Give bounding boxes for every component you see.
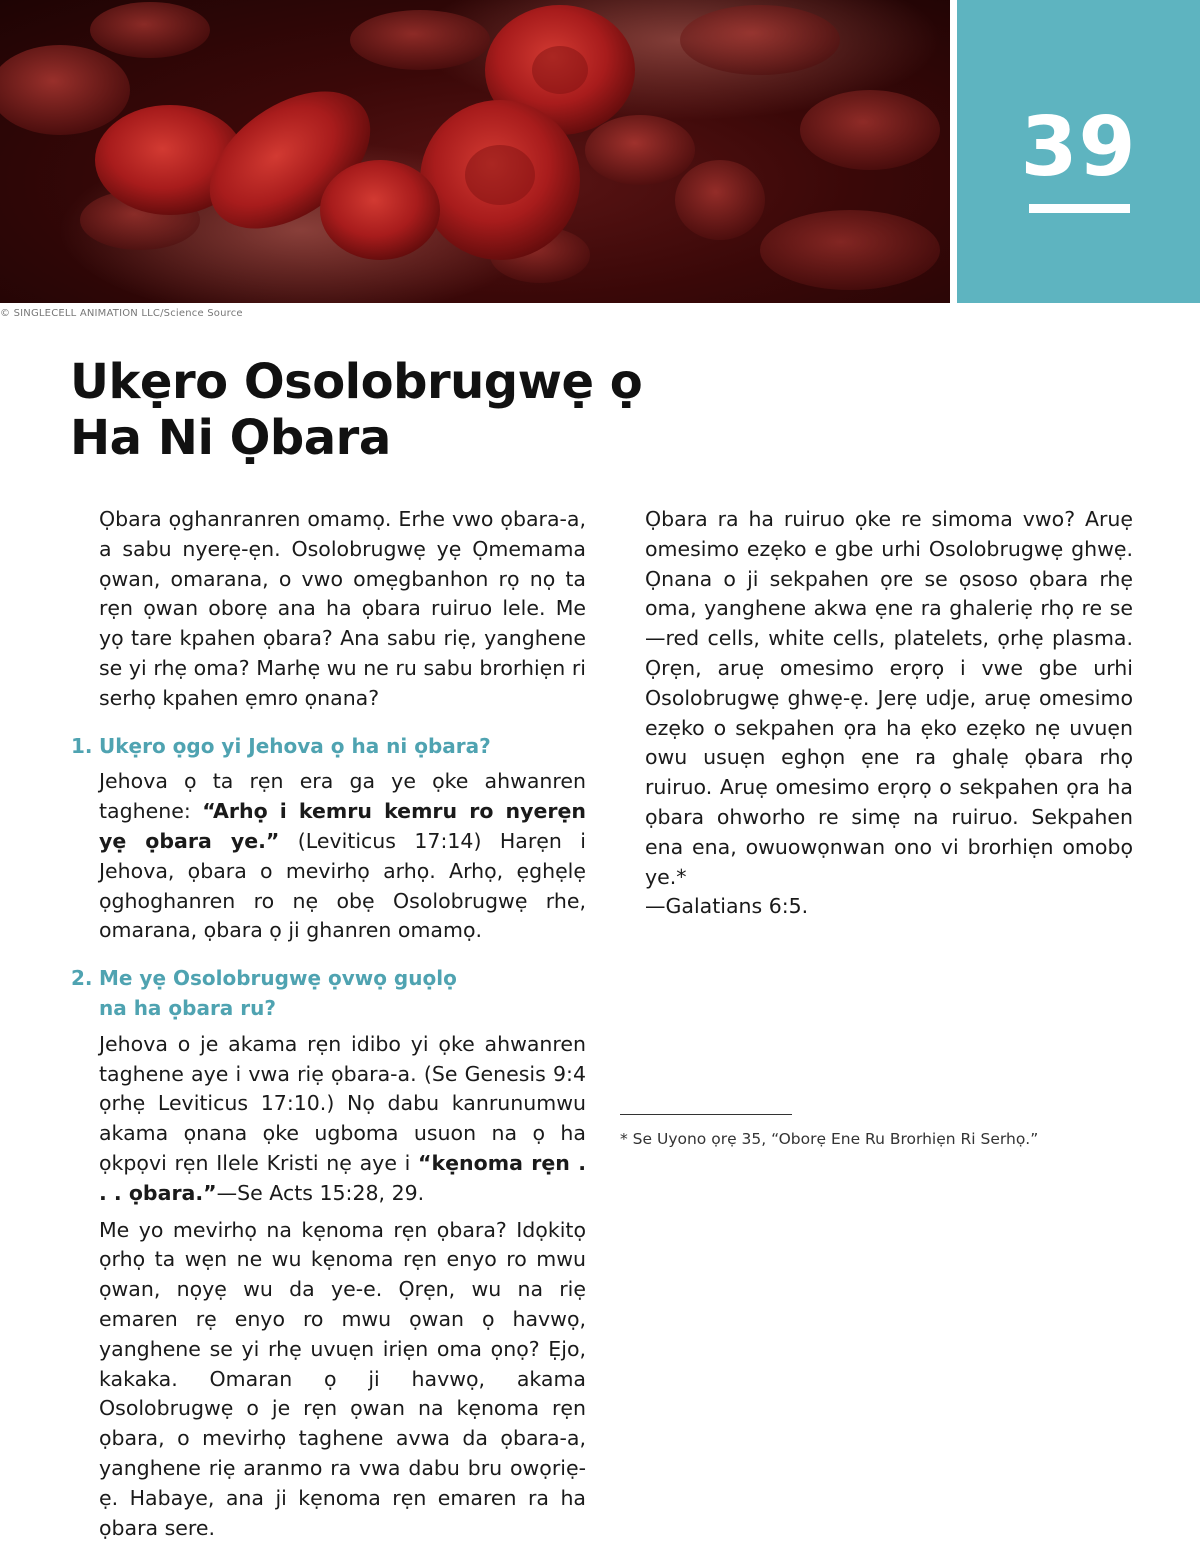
footnote-divider	[620, 1114, 792, 1115]
question-1-paragraph	[99, 767, 586, 946]
question-2-heading	[71, 964, 586, 1024]
question-2-paragraph-1	[99, 1030, 586, 1209]
text-run: Ọbara ra ha ruiruo ọke re simoma vwo? Aruẹ omesimo ezẹko e gbe urhi Osolobrugwẹ ghwẹ. Ọnana o ji sekpahen ọre se ọsoso ọbara rhẹ oma, yanghene akwa ẹne ra ghaleriẹ rhọ re se—red cells, white cells, platelets, ọrhẹ plasma. Ọrẹn, aruẹ omesimo erọrọ i vwe gbe urhi Osolobrugwẹ ghwẹ-ẹ. Jerẹ udje, aruẹ omesimo ezẹko o sekpahen ọra ha ẹko ezẹko nẹ uvuẹn owu usuẹn eghọn ẹne ra ghalẹ ọbara rhọ ruiruo. Aruẹ omesimo erọrọ o sekpahen ọra ha ọbara ohworho re simẹ na ruiruo. Sekpahen ena ena, owuowọnwan ono vi brorhiẹn omobọ ye.*	[645, 507, 1133, 889]
title-line-1: Ukẹro Osolobrugwẹ ọ	[70, 354, 643, 410]
question-2-paragraph-3	[645, 505, 1133, 922]
lesson-number-box	[957, 0, 1200, 303]
left-column	[71, 505, 586, 1550]
page-title	[70, 354, 642, 466]
scripture-reference: —Galatians 6:5.	[645, 894, 809, 919]
hero-image	[0, 0, 950, 303]
question-1-heading	[71, 732, 586, 762]
intro-paragraph: Ọbara ọghanranren omamọ. Erhe vwo ọbara-a, a sabu nyerẹ-ẹn. Osolobrugwẹ yẹ Ọmemama ọwan, omarana, o vwo omẹgbanhon rọ nọ ta rẹn ọwan oborẹ ana ha ọbara ruiruo lele. Me yọ tare kpahen ọbara? Ana sabu riẹ, yanghene se yi rhẹ oma? Marhẹ wu ne ru sabu brorhiẹn ri serhọ kpahen ẹmro ọnana?	[99, 507, 586, 710]
scripture-quote: “kẹnoma rẹn . . . ọbara.”	[99, 1150, 586, 1205]
text-run: Jehova o je akama rẹn idibo yi ọke ahwanren taghene aye i vwa riẹ ọbara-a. (Se Genesis 9:4 ọrhẹ Leviticus 17:10.) Nọ dabu kanrunumwu akama ọnana ọke ugboma usuon na ọ ha ọkpọvi rẹn Ilele Kristi nẹ aye i	[99, 1031, 586, 1175]
text-run: Jehova ọ ta rẹn era ga ye ọke ahwanren taghene:	[99, 769, 586, 824]
question-2-text-line2: na ha ọbara ru?	[99, 995, 276, 1020]
text-run: —Se Acts 15:28, 29.	[216, 1180, 425, 1205]
right-column	[645, 505, 1133, 929]
blood-cells-image	[0, 0, 950, 303]
question-2-number: 2.	[71, 966, 93, 991]
image-credit: © SINGLECELL ANIMATION LLC/Science Source	[0, 308, 243, 319]
lesson-number-underline	[1029, 204, 1130, 213]
question-1-number: 1.	[71, 733, 93, 758]
footnote: * Se Uyono ọrẹ 35, “Oborẹ Ene Ru Brorhiẹn Ri Serhọ.”	[620, 1130, 1039, 1148]
scripture-quote: “Arhọ i kemru kemru ro nyerẹn yẹ ọbara ye.”	[99, 799, 586, 853]
question-2-text-line1: Me yẹ Osolobrugwẹ ọvwọ guọlọ	[99, 966, 457, 991]
title-line-2: Ha Ni Ọbara	[70, 410, 391, 466]
question-2-paragraph-2: Me yo mevirhọ na kẹnoma rẹn ọbara? Idọkitọ ọrhọ ta wẹn ne wu kẹnoma rẹn enyo ro mwu ọwan, nọyẹ wu da ye-e. Ọrẹn, wu na riẹ emaren rẹ enyo ro mwu ọwan ọ havwọ, yanghene se yi rhẹ uvuẹn iriẹn oma ọnọ? Ẹjo, kakaka. Omaran ọ ji havwọ, akama Osolobrugwẹ o je rẹn ọwan na kẹnoma rẹn ọbara, o mevirhọ taghene avwa da ọbara-a, yanghene riẹ aranmo ra vwa dabu bru owọriẹ-ẹ. Habaye, ana ji kẹnoma rẹn emaren ra ha ọbara sere.	[99, 1217, 586, 1540]
question-1-text: Ukẹro ọgo yi Jehova ọ ha ni ọbara?	[99, 733, 491, 758]
lesson-number: 39	[1020, 100, 1137, 195]
text-run: (Leviticus 17:14) Harẹn i Jehova, ọbara o mevirhọ arhọ. Arhọ, ẹghẹlẹ ọghoghanren ro nẹ obẹ Osolobrugwẹ rhe, omarana, ọbara ọ ji ghanren omamọ.	[99, 828, 586, 943]
